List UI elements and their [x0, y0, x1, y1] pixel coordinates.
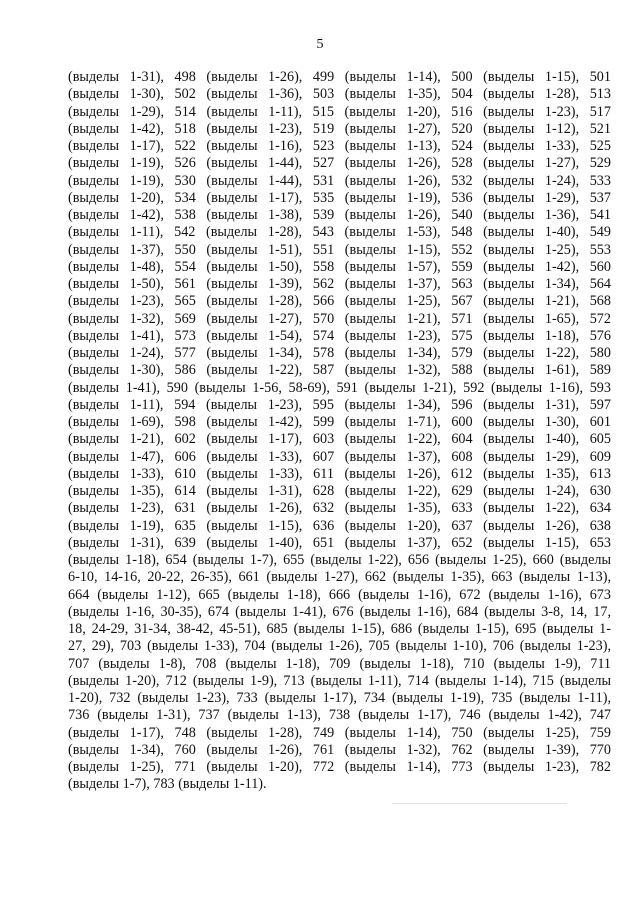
text-line: (выделы 1-7), 783 (выделы 1-11).: [68, 776, 267, 793]
text-line: (выделы 1-42), 538 (выделы 1-38), 539 (выделы 1-26), 540 (выделы 1-36), 541: [68, 207, 611, 223]
text-line: (выделы 1-34), 760 (выделы 1-26), 761 (выделы 1-32), 762 (выделы 1-39), 770: [68, 741, 611, 758]
body-text: [68, 69, 611, 794]
text-line: (выделы 1-42), 518 (выделы 1-23), 519 (выделы 1-27), 520 (выделы 1-12), 521: [68, 120, 611, 137]
text-line: (выделы 1-69), 598 (выделы 1-42), 599 (выделы 1-71), 600 (выделы 1-30), 601: [68, 414, 611, 430]
text-line: (выделы 1-11), 594 (выделы 1-23), 595 (выделы 1-34), 596 (выделы 1-31), 597: [68, 396, 611, 413]
text-line: (выделы 1-50), 561 (выделы 1-39), 562 (выделы 1-37), 563 (выделы 1-34), 564: [68, 276, 611, 292]
text-line: 736 (выделы 1-31), 737 (выделы 1-13), 738 (выделы 1-17), 746 (выделы 1-42), 747: [68, 707, 611, 724]
text-line: (выделы 1-29), 514 (выделы 1-11), 515 (выделы 1-20), 516 (выделы 1-23), 517: [68, 103, 611, 120]
text-line: (выделы 1-32), 569 (выделы 1-27), 570 (выделы 1-21), 571 (выделы 1-65), 572: [68, 310, 611, 327]
page-number: 5: [316, 37, 324, 52]
text-line: 1-20), 732 (выделы 1-23), 733 (выделы 1-17), 734 (выделы 1-19), 735 (выделы 1-11),: [68, 690, 611, 706]
text-line: (выделы 1-19), 530 (выделы 1-44), 531 (выделы 1-26), 532 (выделы 1-24), 533: [68, 172, 611, 189]
text-line: (выделы 1-11), 542 (выделы 1-28), 543 (выделы 1-53), 548 (выделы 1-40), 549: [68, 224, 611, 241]
text-line: (выделы 1-31), 498 (выделы 1-26), 499 (выделы 1-14), 500 (выделы 1-15), 501: [68, 69, 611, 85]
text-line: (выделы 1-33), 610 (выделы 1-33), 611 (выделы 1-26), 612 (выделы 1-35), 613: [68, 465, 611, 482]
text-line: (выделы 1-19), 635 (выделы 1-15), 636 (выделы 1-20), 637 (выделы 1-26), 638: [68, 517, 611, 534]
text-line: 707 (выделы 1-8), 708 (выделы 1-18), 709 (выделы 1-18), 710 (выделы 1-9), 711: [68, 655, 611, 672]
text-line: 6-10, 14-16, 20-22, 26-35), 661 (выделы 1-27), 662 (выделы 1-35), 663 (выделы 1-13),: [68, 569, 611, 586]
text-line: (выделы 1-24), 577 (выделы 1-34), 578 (выделы 1-34), 579 (выделы 1-22), 580: [68, 345, 611, 361]
text-line: (выделы 1-20), 712 (выделы 1-9), 713 (выделы 1-11), 714 (выделы 1-14), 715 (выделы: [68, 672, 611, 689]
text-line: (выделы 1-30), 586 (выделы 1-22), 587 (выделы 1-32), 588 (выделы 1-61), 589: [68, 362, 611, 379]
text-line: (выделы 1-48), 554 (выделы 1-50), 558 (выделы 1-57), 559 (выделы 1-42), 560: [68, 258, 611, 275]
scan-artifact: [392, 803, 567, 804]
text-line: (выделы 1-35), 614 (выделы 1-31), 628 (выделы 1-22), 629 (выделы 1-24), 630: [68, 483, 611, 499]
text-line: (выделы 1-17), 748 (выделы 1-28), 749 (выделы 1-14), 750 (выделы 1-25), 759: [68, 724, 611, 741]
text-line: (выделы 1-41), 590 (выделы 1-56, 58-69), 591 (выделы 1-21), 592 (выделы 1-16), 593: [68, 379, 611, 396]
text-line: (выделы 1-16, 30-35), 674 (выделы 1-41), 676 (выделы 1-16), 684 (выделы 3-8, 14, 17,: [68, 603, 611, 620]
text-line: 664 (выделы 1-12), 665 (выделы 1-18), 666 (выделы 1-16), 672 (выделы 1-16), 673: [68, 586, 611, 603]
text-line: (выделы 1-23), 565 (выделы 1-28), 566 (выделы 1-25), 567 (выделы 1-21), 568: [68, 293, 611, 310]
text-line: (выделы 1-31), 639 (выделы 1-40), 651 (выделы 1-37), 652 (выделы 1-15), 653: [68, 534, 611, 551]
text-line: (выделы 1-37), 550 (выделы 1-51), 551 (выделы 1-15), 552 (выделы 1-25), 553: [68, 241, 611, 258]
text-line: (выделы 1-23), 631 (выделы 1-26), 632 (выделы 1-35), 633 (выделы 1-22), 634: [68, 500, 611, 517]
text-line: (выделы 1-18), 654 (выделы 1-7), 655 (выделы 1-22), 656 (выделы 1-25), 660 (выделы: [68, 552, 611, 568]
text-line: (выделы 1-19), 526 (выделы 1-44), 527 (выделы 1-26), 528 (выделы 1-27), 529: [68, 155, 611, 172]
text-line: (выделы 1-30), 502 (выделы 1-36), 503 (выделы 1-35), 504 (выделы 1-28), 513: [68, 86, 611, 103]
text-line: 18, 24-29, 31-34, 38-42, 45-51), 685 (выделы 1-15), 686 (выделы 1-15), 695 (выделы 1-: [68, 621, 611, 637]
text-line: (выделы 1-25), 771 (выделы 1-20), 772 (выделы 1-14), 773 (выделы 1-23), 782: [68, 759, 611, 775]
text-line: (выделы 1-20), 534 (выделы 1-17), 535 (выделы 1-19), 536 (выделы 1-29), 537: [68, 189, 611, 206]
text-line: (выделы 1-17), 522 (выделы 1-16), 523 (выделы 1-13), 524 (выделы 1-33), 525: [68, 138, 611, 154]
text-line: (выделы 1-41), 573 (выделы 1-54), 574 (выделы 1-23), 575 (выделы 1-18), 576: [68, 327, 611, 344]
text-line: (выделы 1-21), 602 (выделы 1-17), 603 (выделы 1-22), 604 (выделы 1-40), 605: [68, 431, 611, 448]
text-line: 27, 29), 703 (выделы 1-33), 704 (выделы 1-26), 705 (выделы 1-10), 706 (выделы 1-23),: [68, 638, 611, 655]
text-line: (выделы 1-47), 606 (выделы 1-33), 607 (выделы 1-37), 608 (выделы 1-29), 609: [68, 448, 611, 465]
